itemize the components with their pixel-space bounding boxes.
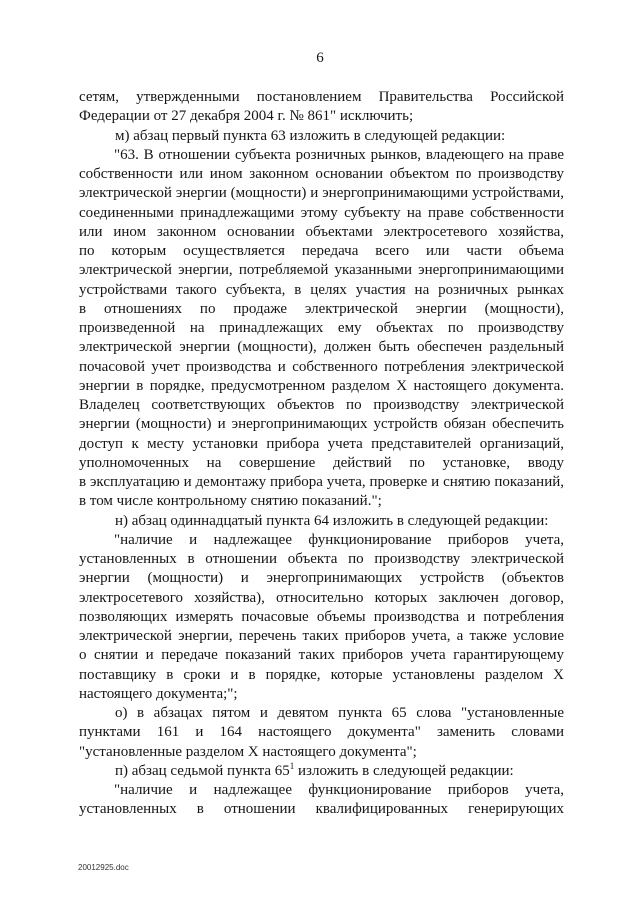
text-line: о снятии и передаче показаний таких приборов учета гарантирующему <box>79 647 564 664</box>
text-line: установленных в отношении объекта по производству электрической <box>79 551 564 567</box>
paragraph-m-heading: м) абзац первый пункта 63 изложить в следующей редакции: <box>115 127 506 144</box>
text-line: электрической энергии (мощности), должен быть обеспечен раздельный <box>79 339 564 356</box>
text-line: поставщику в сроки и в порядке, которые установлены разделом X <box>79 666 564 683</box>
superscript: 1 <box>289 760 295 771</box>
file-name-footer: 20012925.doc <box>78 863 129 872</box>
page-number: 6 <box>316 50 324 66</box>
text-line: электрической энергии (мощности) и энергопринимающими устройствами, <box>79 185 564 202</box>
text-line: энергии в порядке, предусмотренном разделом X настоящего документа. <box>79 377 564 394</box>
text-line: энергии (мощности) и энергопринимающих устройств обязан обеспечить <box>79 416 564 433</box>
text-line: доступ к месту установки прибора учета представителей организаций, <box>79 435 564 452</box>
text-line: электрической энергии, перечень таких приборов учета, а также условие <box>79 628 564 644</box>
text-line: в том числе контрольному снятию показаний."; <box>79 493 382 510</box>
text-line: произведенной на принадлежащих ему объектах по производству <box>79 320 564 336</box>
text-line: или ином законном основании объектами электросетевого хозяйства, <box>79 223 564 240</box>
text-line: почасовой учет производства и собственного потребления электрической <box>79 358 564 375</box>
text-line: электросетевого хозяйства), относительно которых заключен договор, <box>79 589 564 606</box>
text-line: устройствами такого субъекта, в целях участия на розничных рынках <box>79 281 564 298</box>
text-line: электрической энергии, потребляемой указанными энергопринимающими <box>79 262 564 279</box>
paragraph-p-heading <box>79 762 564 781</box>
text-line: сетям, утвержденными постановлением Правительства Российской <box>79 89 564 105</box>
text-line: настоящего документа;"; <box>79 685 238 702</box>
paragraph-n-heading: н) абзац одиннадцатый пункта 64 изложить в следующей редакции: <box>115 512 549 529</box>
text-line: в отношениях по продаже электрической энергии (мощности), <box>79 300 564 317</box>
text-line: Федерации от 27 декабря 2004 г. № 861" исключить; <box>79 108 414 125</box>
text-line: "63. В отношении субъекта розничных рынков, владеющего на праве <box>114 146 564 163</box>
text-line: установленных в отношении квалифицированных генерирующих <box>79 801 564 818</box>
text-line: Владелец соответствующих объектов по производству электрической <box>79 397 564 413</box>
text-line: соединенными принадлежащими этому субъекту на праве собственности <box>79 204 564 221</box>
paragraph-o-heading: о) в абзацах пятом и девятом пункта 65 слова "установленные <box>115 705 564 721</box>
text-line: "наличие и надлежащее функционирование приборов учета, <box>114 531 564 548</box>
text-line: собственности или ином законном основании объектом по производству <box>79 166 564 182</box>
text-fragment: изложить в следующей редакции: <box>294 762 514 779</box>
text-line: "наличие и надлежащее функционирование приборов учета, <box>114 782 564 798</box>
text-line: позволяющих измерять почасовые объемы производства и потребления <box>79 608 564 625</box>
text-line: энергии (мощности) и энергопринимающих устройств (объектов <box>79 570 564 587</box>
text-fragment: п) абзац седьмой пункта 65 <box>115 762 290 779</box>
text-line: по которым осуществляется передача всего или части объема <box>79 243 564 259</box>
text-line: в эксплуатацию и демонтажу прибора учета, проверке и снятию показаний, <box>79 474 564 490</box>
text-line: уполномоченных на совершение действий по установке, вводу <box>79 454 564 471</box>
document-body <box>79 88 564 820</box>
text-line: "установленные разделом X настоящего документа"; <box>79 743 417 760</box>
text-line: пунктами 161 и 164 настоящего документа" заменить словами <box>79 724 564 741</box>
